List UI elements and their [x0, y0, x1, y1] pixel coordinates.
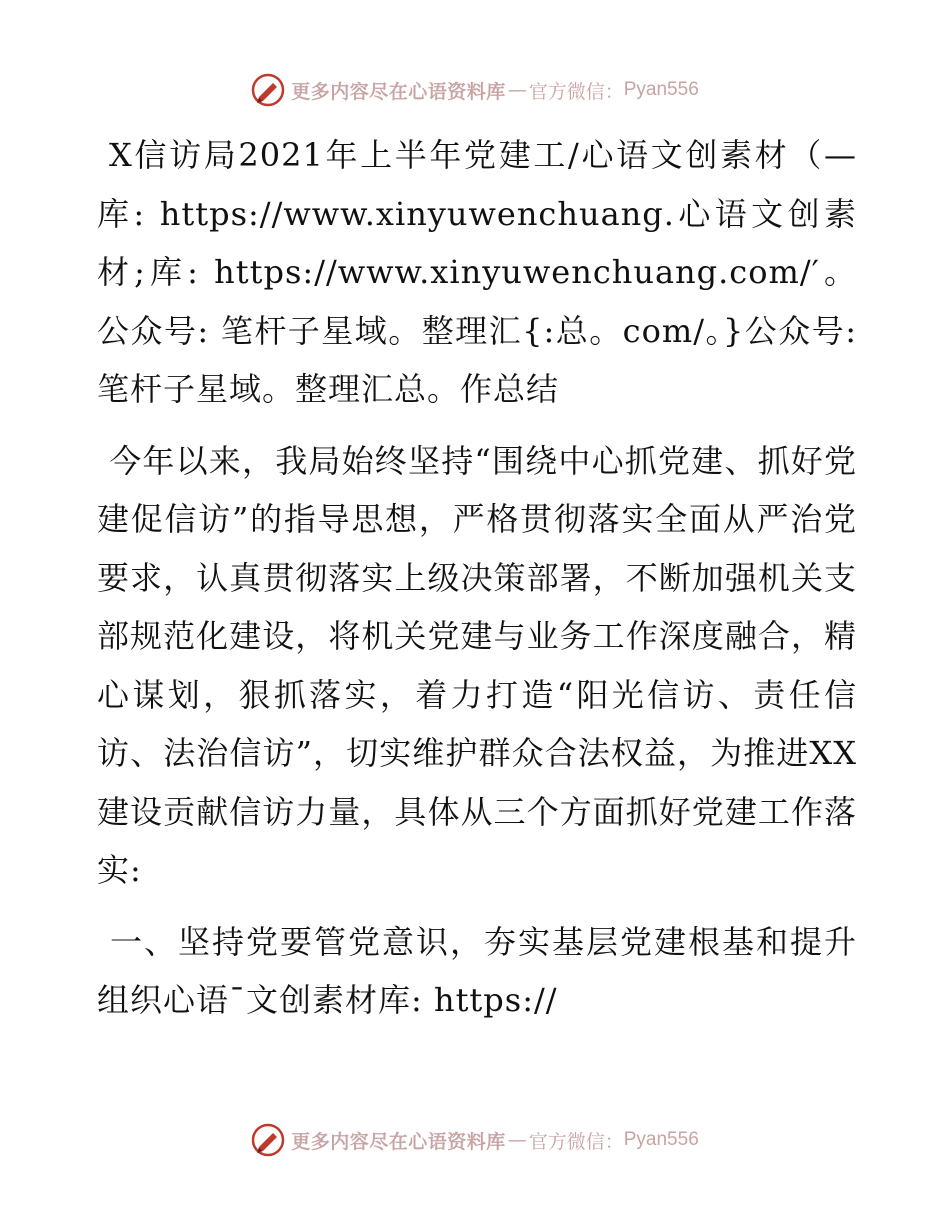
document-body — [97, 126, 857, 1043]
paragraph-section-one — [97, 913, 857, 1030]
banner-wechat-id: Pyan556 — [623, 79, 699, 100]
document-title-text: X信访局2021年上半年党建工/心语文创素材（—库: https://www.xinyuwenchuang.心语文创素材;库: https://www.xinyuwenchuang.com/′。公众号: 笔杆子星域。整理汇{:总。com/。}公众号:笔杆子星域。整理汇总。作总结 — [97, 136, 857, 408]
banner-dash: — — [507, 79, 527, 101]
footer-watermark-banner — [0, 1120, 950, 1160]
pen-logo-icon — [251, 73, 285, 107]
pen-logo-icon — [251, 1123, 285, 1157]
banner-slogan: 更多内容尽在心语资料库 — [291, 80, 506, 103]
document-title — [97, 126, 857, 419]
banner-slogan: 更多内容尽在心语资料库 — [291, 1130, 506, 1153]
banner-dash: — — [507, 1129, 527, 1151]
paragraph-intro-text: 今年以来，我局始终坚持“围绕中心抓党建、抓好党建促信访”的指导思想，严格贯彻落实全面从严治党要求，认真贯彻落实上级决策部署，不断加强机关支部规范化建设，将机关党建与业务工作深度融合，精心谋划，狠抓落实，着力打造“阳光信访、责任信访、法治信访”，切实维护群众合法权益，为推进XX建设贡献信访力量，具体从三个方面抓好党建工作落实: — [97, 441, 857, 889]
banner-wechat-label: 官方微信： — [528, 80, 624, 103]
banner-wechat-label: 官方微信： — [528, 1130, 624, 1153]
paragraph-section-one-text: 一、坚持党要管党意识，夯实基层党建根基和提升组织心语¯文创素材库: https:// — [97, 922, 857, 1019]
header-watermark-banner — [0, 70, 950, 110]
paragraph-intro — [97, 432, 857, 900]
banner-wechat-id: Pyan556 — [623, 1129, 699, 1150]
